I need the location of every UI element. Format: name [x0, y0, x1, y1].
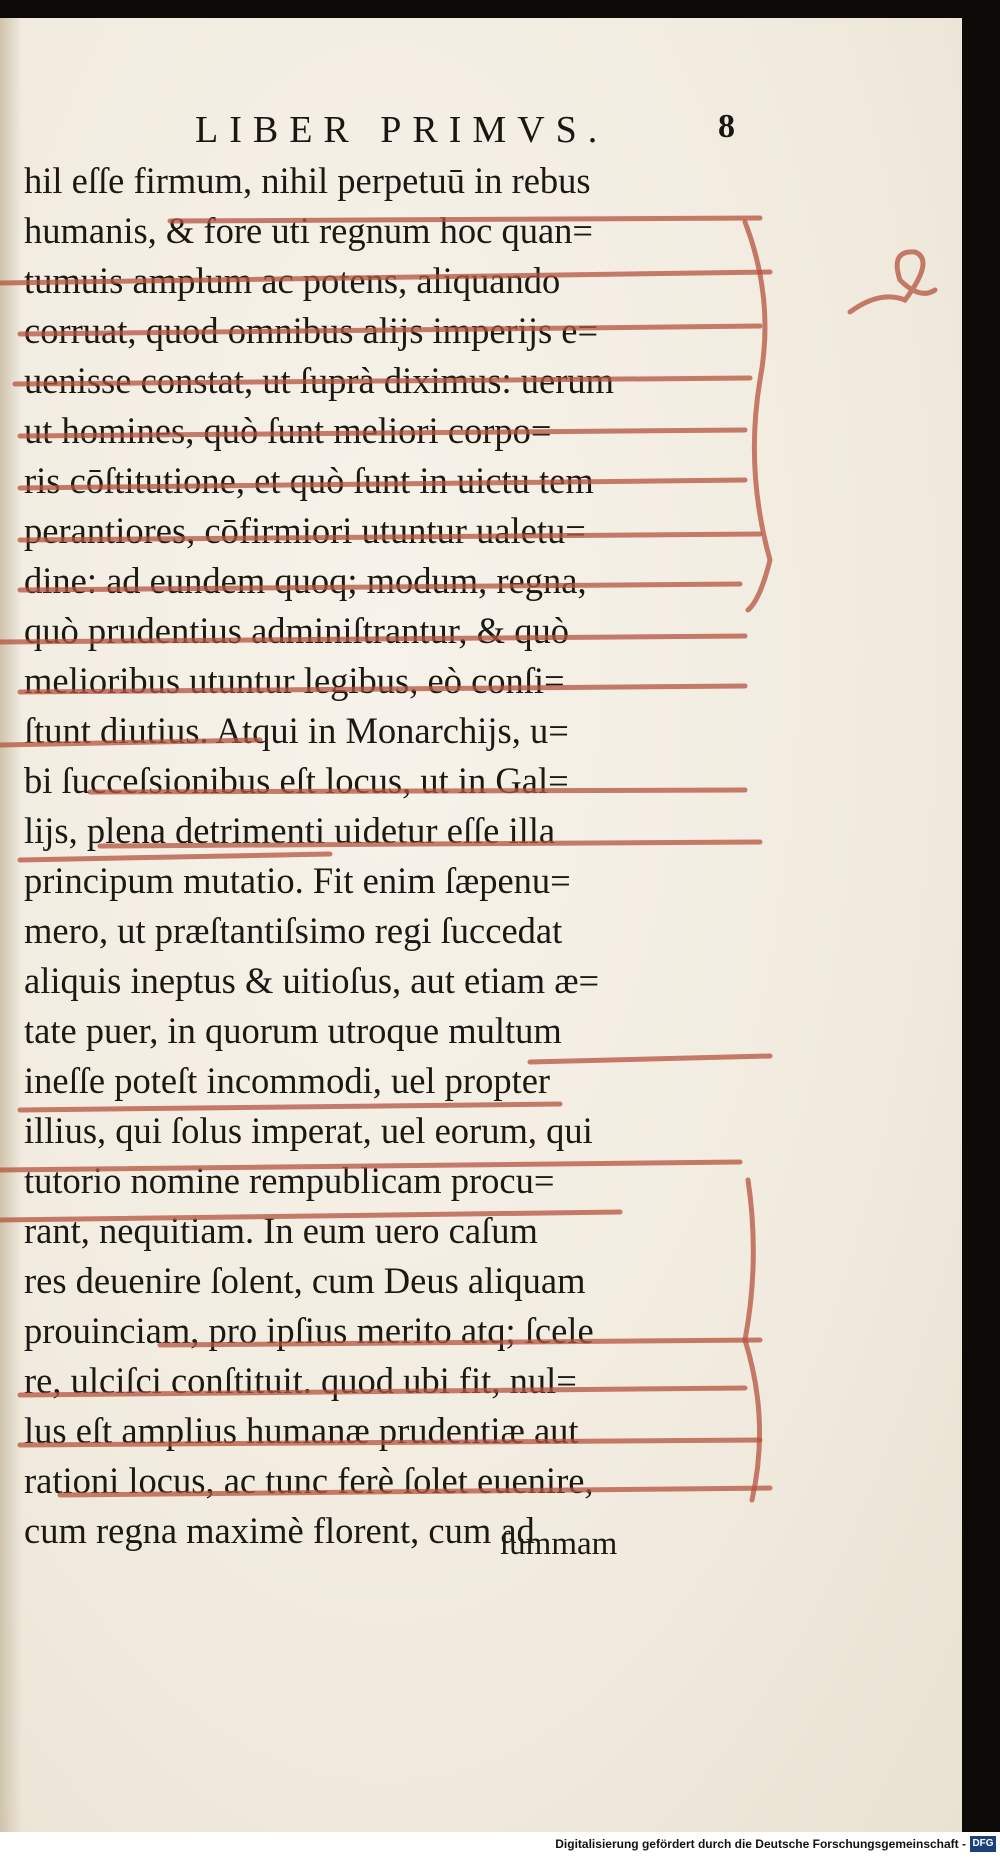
footer-credit: Digitalisierung gefördert durch die Deutsche Forschungsgemeinschaft -	[555, 1837, 966, 1851]
folio-number: 8	[718, 108, 735, 145]
text-line: perantiores, cōfirmiori utuntur ualetu=	[24, 510, 586, 551]
text-line: quò prudentius adminiſtrantur, & quò	[24, 610, 569, 651]
dfg-logo-icon: DFG	[970, 1836, 996, 1852]
text-line: corruat, quod omnibus alijs imperijs e=	[24, 310, 599, 351]
text-line: rationi locus, ac tunc ferè ſolet euenire,	[24, 1460, 594, 1501]
running-title: LIBER PRIMVS.	[195, 109, 609, 151]
text-line: bi ſucceſsionibus eſt locus, ut in Gal=	[24, 760, 569, 801]
text-line: hil eſſe firmum, nihil perpetuū in rebus	[24, 160, 591, 201]
text-line: cum regna maximè florent, cum ad	[24, 1510, 535, 1551]
catchword: ſummam	[500, 1526, 618, 1562]
text-line: uenisse constat, ut ſuprà diximus: uerum	[24, 360, 614, 401]
text-line: aliquis ineptus & uitioſus, aut etiam æ=	[24, 960, 600, 1001]
text-line: humanis, & fore uti regnum hoc quan=	[24, 210, 593, 251]
page-gutter-shadow	[0, 18, 22, 1832]
text-line: illius, qui ſolus imperat, uel eorum, qui	[24, 1110, 593, 1151]
scan-dark-margin	[962, 18, 1000, 1832]
text-line: lus eſt amplius humanæ prudentiæ aut	[24, 1410, 579, 1451]
text-line: res deuenire ſolent, cum Deus aliquam	[24, 1260, 586, 1301]
text-line: principum mutatio. Fit enim ſæpenu=	[24, 860, 571, 901]
text-line: tumuis amplum ac potens, aliquando	[24, 260, 561, 301]
text-line: ſtunt diutius. Atqui in Monarchijs, u=	[24, 710, 569, 751]
text-line: re, ulciſci conſtituit. quod ubi fit, nul=	[24, 1360, 577, 1401]
text-line: dine: ad eundem quoq; modum, regna,	[24, 560, 587, 601]
book-page	[0, 18, 962, 1832]
text-block	[24, 156, 744, 1556]
page-header	[195, 108, 735, 158]
text-line: prouinciam, pro ipſius merito atq; ſcele	[24, 1310, 594, 1351]
text-line: lijs, plena detrimenti uidetur eſſe illa	[24, 810, 556, 851]
text-line: ris cōſtitutione, et quò ſunt in uictu tem	[24, 460, 594, 501]
footer-band	[0, 1832, 1000, 1859]
text-line: rant, nequitiam. In eum uero caſum	[24, 1210, 538, 1251]
text-line: mero, ut præſtantiſsimo regi ſuccedat	[24, 910, 563, 951]
text-line: tate puer, in quorum utroque multum	[24, 1010, 562, 1051]
text-line: tutorio nomine rempublicam procu=	[24, 1160, 555, 1201]
text-line: melioribus utuntur legibus, eò conſi=	[24, 660, 565, 701]
text-line: ut homines, quò ſunt meliori corpo=	[24, 410, 552, 451]
text-line: ineſſe poteſt incommodi, uel propter	[24, 1060, 551, 1101]
